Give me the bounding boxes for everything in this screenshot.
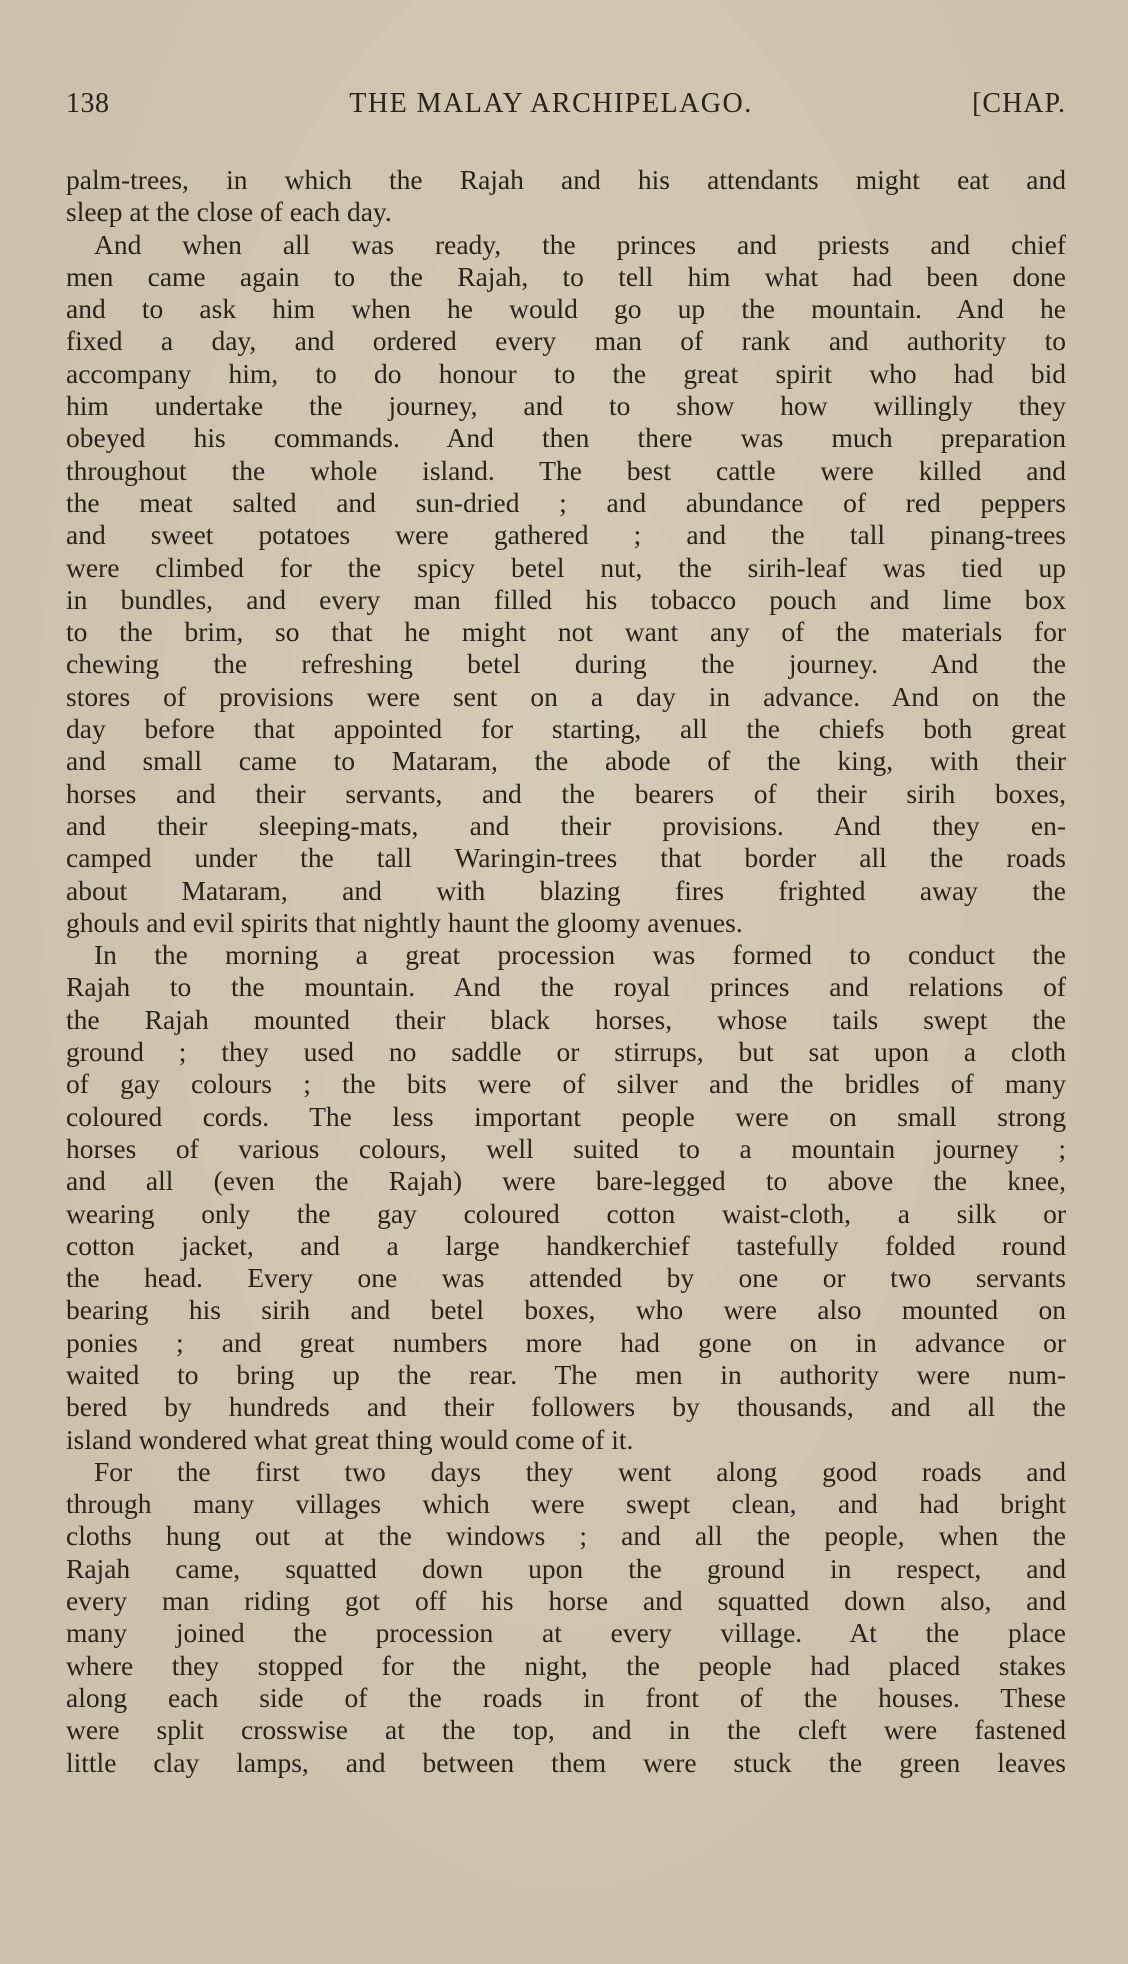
text-line: many joined the procession at every village. At the place [66,1617,1066,1649]
text-line: obeyed his commands. And then there was much preparation [66,422,1066,454]
text-line: and all (even the Rajah) were bare-legged to above the knee, [66,1165,1066,1197]
text-line: ground ; they used no saddle or stirrups, but sat upon a cloth [66,1036,1066,1068]
text-line: For the first two days they went along good roads and [94,1455,1066,1487]
text-line: In the morning a great procession was formed to conduct the [94,939,1066,971]
text-line: ponies ; and great numbers more had gone on in advance or [66,1326,1066,1358]
chapter-label: [CHAP. [972,88,1066,119]
book-title: THE MALAY ARCHIPELAGO. [349,88,753,119]
text-line: to the brim, so that he might not want any of the materials for [66,616,1066,648]
text-line: wearing only the gay coloured cotton waist-cloth, a silk or [66,1197,1066,1229]
text-line: men came again to the Rajah, to tell him what had been done [66,260,1066,292]
text-line: and their sleeping-mats, and their provisions. And they en- [66,809,1066,841]
text-line: were climbed for the spicy betel nut, the sirih-leaf was tied up [66,551,1066,583]
text-line: along each side of the roads in front of the houses. These [66,1681,1066,1713]
text-line: through many villages which were swept clean, and had bright [66,1488,1066,1520]
text-line: the head. Every one was attended by one or two servants [66,1262,1066,1294]
text-line: Rajah came, squatted down upon the ground in respect, and [66,1552,1066,1584]
text-line: cotton jacket, and a large handkerchief tastefully folded round [66,1229,1066,1261]
page-number: 138 [66,88,110,119]
text-line: chewing the refreshing betel during the journey. And the [66,648,1066,680]
text-line: bearing his sirih and betel boxes, who were also mounted on [66,1294,1066,1326]
text-line: coloured cords. The less important people were on small strong [66,1100,1066,1132]
text-line: sleep at the close of each day. [66,196,392,228]
text-line: Rajah to the mountain. And the royal princes and relations of [66,971,1066,1003]
text-line: were split crosswise at the top, and in the cleft were fastened [66,1714,1066,1746]
text-line: throughout the whole island. The best cattle were killed and [66,454,1066,486]
text-line: cloths hung out at the windows ; and all the people, when the [66,1520,1066,1552]
text-line: horses of various colours, well suited to a mountain journey ; [66,1132,1066,1164]
text-line: and sweet potatoes were gathered ; and the tall pinang-trees [66,519,1066,551]
text-line: the meat salted and sun-dried ; and abundance of red peppers [66,486,1066,518]
text-line: stores of provisions were sent on a day in advance. And on the [66,680,1066,712]
text-line: ghouls and evil spirits that nightly haunt the gloomy avenues. [66,906,743,938]
text-line: little clay lamps, and between them were stuck the green leaves [66,1746,1066,1778]
text-line: palm-trees, in which the Rajah and his attendants might eat and [66,164,1066,195]
text-line: and to ask him when he would go up the mountain. And he [66,293,1066,325]
text-line: him undertake the journey, and to show how willingly they [66,390,1066,422]
text-line: island wondered what great thing would come of it. [66,1423,634,1455]
text-line: about Mataram, and with blazing fires frighted away the [66,874,1066,906]
text-line: horses and their servants, and the bearers of their sirih boxes, [66,777,1066,809]
text-line: and small came to Mataram, the abode of the king, with their [66,745,1066,777]
text-line: where they stopped for the night, the people had placed stakes [66,1649,1066,1681]
text-line: And when all was ready, the princes and priests and chief [94,228,1066,260]
text-line: day before that appointed for starting, all the chiefs both great [66,713,1066,745]
text-line: camped under the tall Waringin-trees that border all the roads [66,842,1066,874]
text-line: of gay colours ; the bits were of silver and the bridles of many [66,1068,1066,1100]
text-line: bered by hundreds and their followers by thousands, and all the [66,1391,1066,1423]
text-line: the Rajah mounted their black horses, whose tails swept the [66,1003,1066,1035]
text-line: in bundles, and every man filled his tobacco pouch and lime box [66,583,1066,615]
text-line: accompany him, to do honour to the great spirit who had bid [66,357,1066,389]
running-head [66,88,1066,128]
body-text [66,164,1066,1779]
text-line: every man riding got off his horse and squatted down also, and [66,1585,1066,1617]
text-line: waited to bring up the rear. The men in authority were num- [66,1358,1066,1390]
text-line: fixed a day, and ordered every man of rank and authority to [66,325,1066,357]
